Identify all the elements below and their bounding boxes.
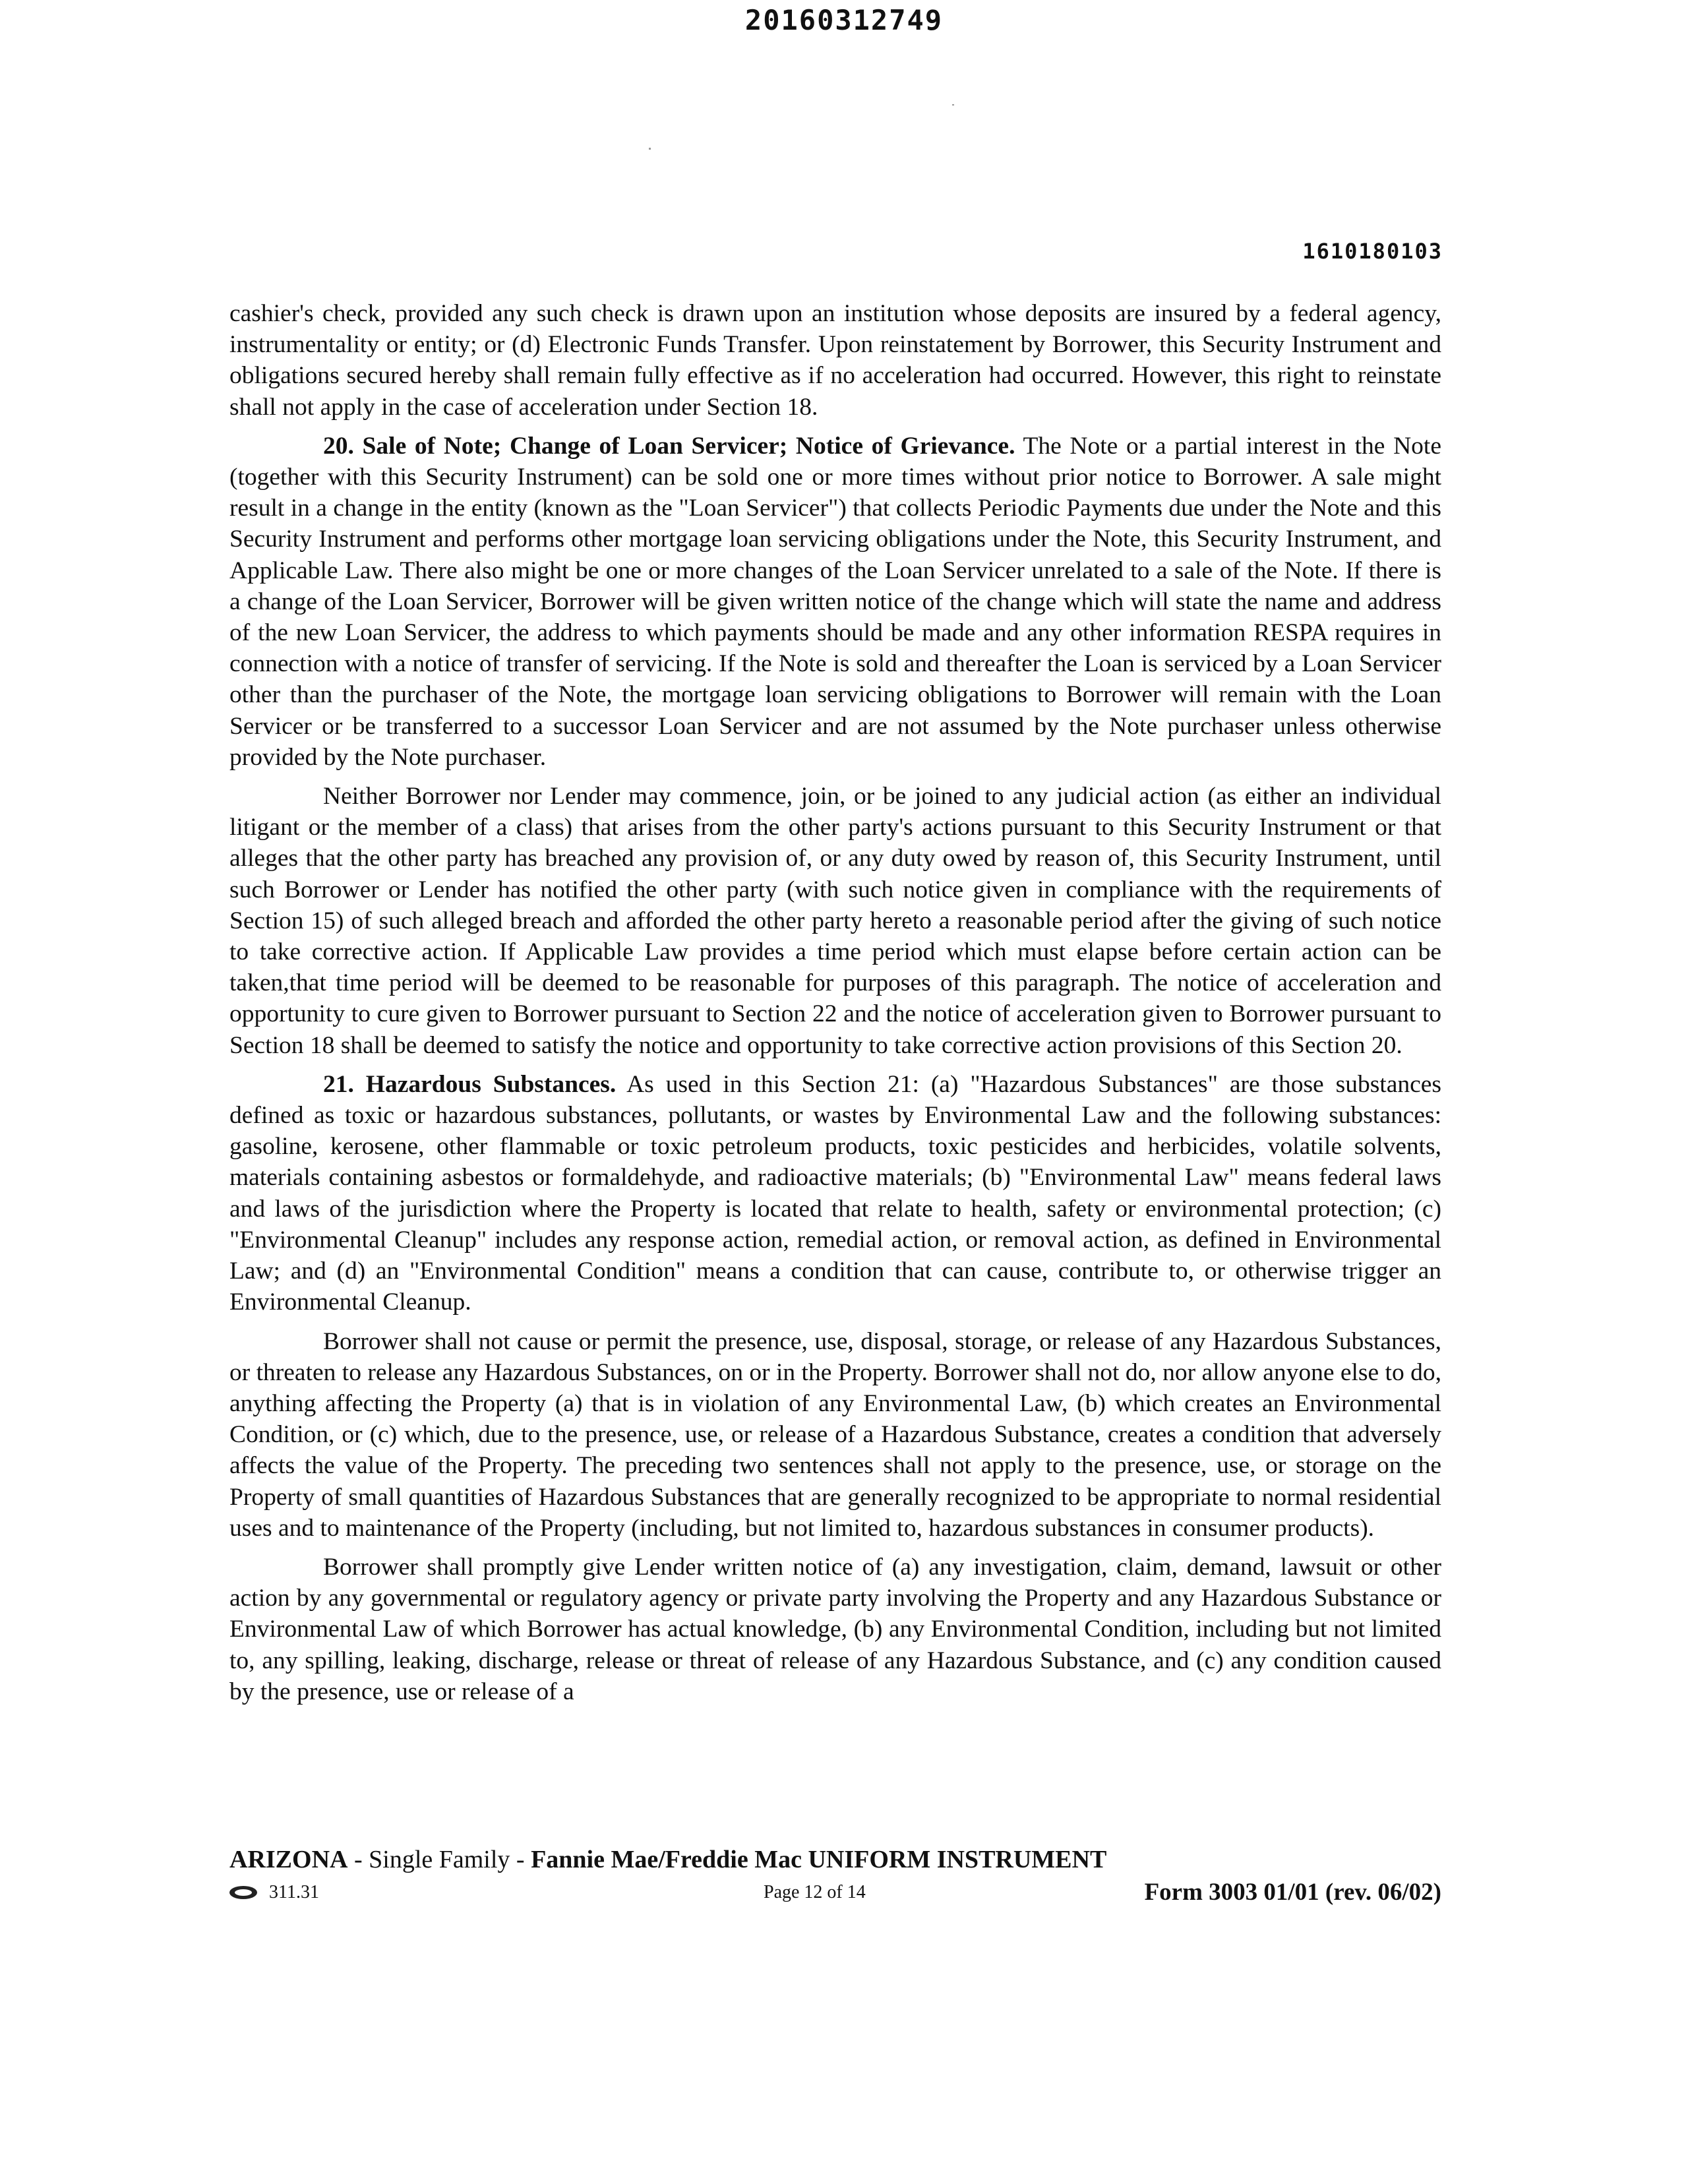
section-heading-20: 20. Sale of Note; Change of Loan Servicer; Notice of Grievance. [323,432,1015,460]
paragraph-text: cashier's check, provided any such check is drawn upon an institution whose deposits are insured by a federal agency, instrumentality or entity; or (d) Electronic Funds Transfer. Upon reinstatement by Borrower, this Security Instrument and obligations secured hereby shall remain fully effective as if no acceleration had occurred. However, this right to reinstate shall not apply in the case of acceleration under Section 18. [229,300,1441,421]
paragraph-text: Borrower shall not cause or permit the presence, use, disposal, storage, or release of any Hazardous Substances, or threaten to release any Hazardous Substances, on or in the Property. Borrower shall not do, nor allow anyone else to do, anything affecting the Property (a) that is in violation of any Environmental Law, (b) which creates an Environmental Condition, or (c) which, due to the presence, use, or release of a Hazardous Substance, creates a condition that adversely affects the value of the Property. The preceding two sentences shall not apply to the presence, use, or storage on the Property of small quantities of Hazardous Substances that are generally recognized to be appropriate to normal residential uses and to maintenance of the Property (including, but not limited to, hazardous substances in consumer products). [229,1327,1441,1542]
footer-form-code [229,1882,319,1903]
form-footer [229,1844,1441,1908]
paragraph-text: Borrower shall promptly give Lender written notice of (a) any investigation, claim, demand, lawsuit or other action by any governmental or regulatory agency or private party involving the Property and any Hazardous Substance or Environmental Law of which Borrower has actual knowledge, (b) any Environmental Condition, including but not limited to, any spilling, leaking, discharge, release or threat of release of any Hazardous Substance, and (c) any condition caused by the presence, use or release of a [229,1553,1441,1705]
vmp-logo-icon [229,1886,257,1899]
paragraph-text: Neither Borrower nor Lender may commence, join, or be joined to any judicial action (as either an individual litigant or the member of a class) that arises from the other party's actions pursuant to this Security Instrument or that alleges that the other party has breached any provision of, or any duty owed by reason of, this Security Instrument, until such Borrower or Lender has notified the other party (with such notice given in compliance with the requirements of Section 15) of such alleged breach and afforded the other party hereto a reasonable period after the giving of such notice to take corrective action. If Applicable Law provides a time period which must elapse before certain action can be taken,that time period will be deemed to be reasonable for purposes of this paragraph. The notice of acceleration and opportunity to cure given to Borrower pursuant to Section 22 and the notice of acceleration given to Borrower pursuant to Section 18 shall be deemed to satisfy the notice and opportunity to take corrective action provisions of this Section 20. [229,783,1441,1059]
footer-family: Single Family [369,1846,510,1873]
paragraph-text: The Note or a partial interest in the Note (together with this Security Instrument) can be sold one or more times without prior notice to Borrower. A sale might result in a change in the entity (known as the "Loan Servicer") that collects Periodic Payments due under the Note and this Security Instrument and performs other mortgage loan servicing obligations under the Note, this Security Instrument, and Applicable Law. There also might be one or more changes of the Loan Servicer unrelated to a sale of the Note. If there is a change of the Loan Servicer, Borrower will be given written notice of the change which will state the name and address of the new Loan Servicer, the address to which payments should be made and any other information RESPA requires in connection with a notice of transfer of servicing. If the Note is sold and thereafter the Loan is serviced by a Loan Servicer other than the purchaser of the Note, the mortgage loan servicing obligations to Borrower will remain with the Loan Servicer or be transferred to a successor Loan Servicer and are not assumed by the Note purchaser unless otherwise provided by the Note purchaser. [229,432,1441,771]
footer-state: ARIZONA [229,1846,348,1873]
paragraph-hazardous-notice [229,1552,1441,1707]
paragraph-judicial-action [229,781,1441,1061]
footer-separator: - [347,1846,369,1873]
footer-instrument: Fannie Mae/Freddie Mac UNIFORM INSTRUMENT [531,1846,1107,1873]
footer-separator: - [510,1846,531,1873]
paragraph-hazardous-presence [229,1326,1441,1544]
scan-dot [649,148,651,150]
page-number: Page 12 of 14 [764,1882,866,1902]
form-code-text: 311.31 [269,1882,319,1902]
scan-dot [952,104,954,106]
paragraph-text: As used in this Section 21: (a) "Hazardous Substances" are those substances defined as toxic or hazardous substances, pollutants, or wastes by Environmental Law and the following substances: gasoline, kerosene, other flammable or toxic petroleum products, toxic pesticides and herbicides, volatile solvents, materials containing asbestos or formaldehyde, and radioactive materials; (b) "Environmental Law" means federal laws and laws of the jurisdiction where the Property is located that relate to health, safety or environmental protection; (c) "Environmental Cleanup" includes any response action, remedial action, or removal action, as defined in Environmental Law; and (d) an "Environmental Condition" means a condition that can cause, contribute to, or otherwise trigger an Environmental Cleanup. [229,1070,1441,1316]
loan-number: 1610180103 [1302,239,1443,264]
section-heading-21: 21. Hazardous Substances. [323,1070,617,1098]
document-body [229,298,1441,1715]
paragraph-section-21 [229,1069,1441,1318]
paragraph-reinstatement-continued [229,298,1441,423]
paragraph-section-20 [229,431,1441,773]
form-number: Form 3003 01/01 (rev. 06/02) [1144,1879,1441,1906]
footer-form-title [229,1844,1441,1875]
footer-meta-row [229,1878,1441,1908]
recording-number: 20160312749 [744,4,944,36]
